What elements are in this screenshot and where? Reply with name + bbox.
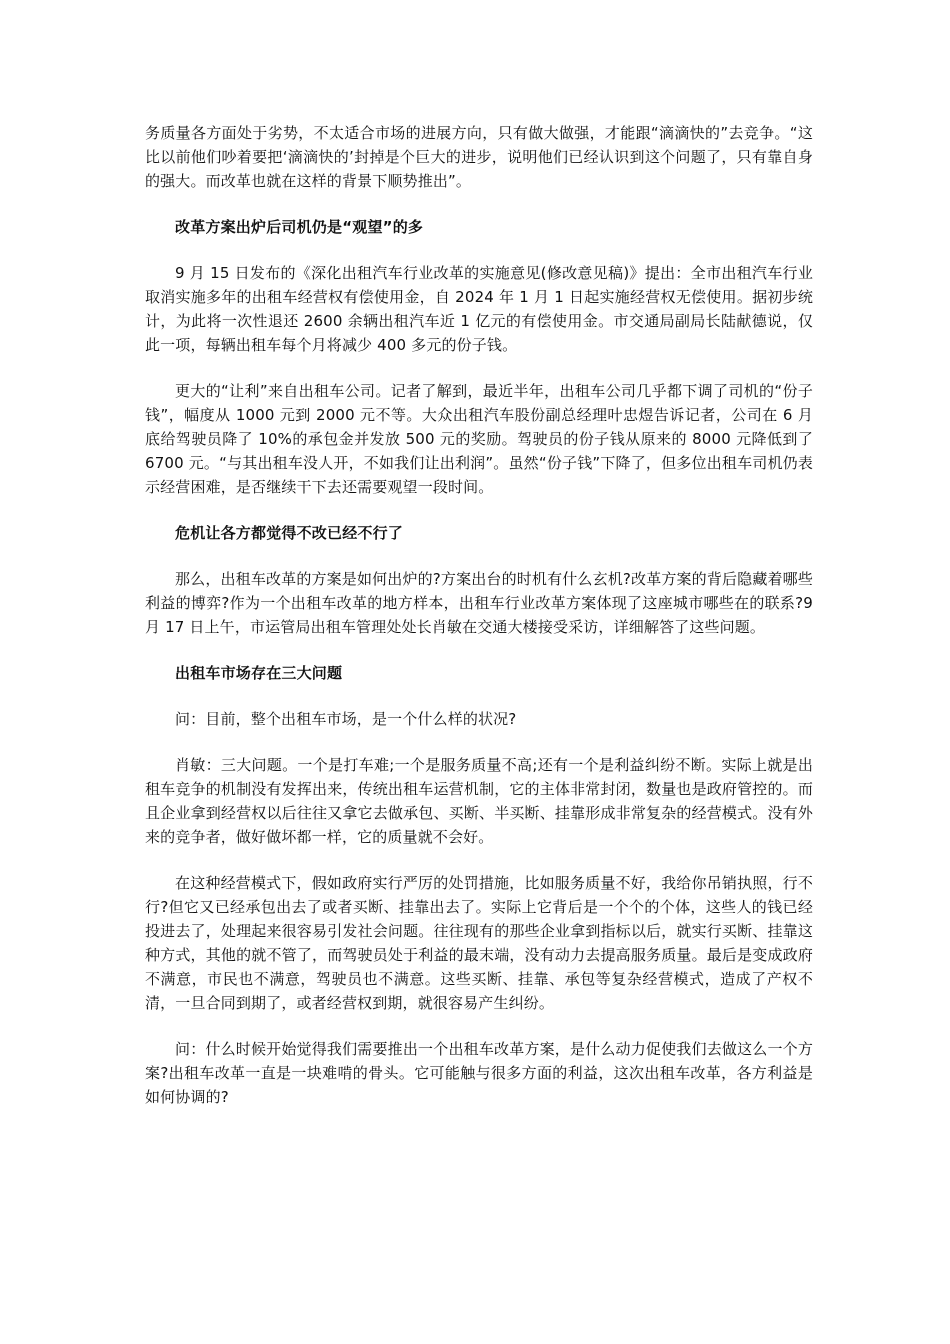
paragraph-fee-reduction: 更大的“让利”来自出租车公司。记者了解到，最近半年，出租车公司几乎都下调了司机的“份子钱”，幅度从 1000 元到 2000 元不等。大众出租汽车股份副总经理叶忠煜告诉记者，公司在 6 月底给驾驶员降了 10%的承包金并发放 500 元的奖励。驾驶员的份子钱从原来的 8000 元降低到了 6700 元。“与其出租车没人开，不如我们让出利润”。虽然“份子钱”下降了，但多位出租车司机仍表示经营困难，是否继续干下去还需要观望一段时间。 — [145, 382, 813, 496]
paragraph-continuation: 务质量各方面处于劣势，不太适合市场的进展方向，只有做大做强，才能跟“滴滴快的”去竞争。“这比以前他们吵着要把‘滴滴快的’封掉是个巨大的进步，说明他们已经认识到这个问题了，只有靠自身的强大。而改革也就在这样的背景下顺势推出”。 — [145, 124, 813, 190]
paragraph-answer-1-continued: 在这种经营模式下，假如政府实行严厉的处罚措施，比如服务质量不好，我给你吊销执照，行不行?但它又已经承包出去了或者买断、挂靠出去了。实际上它背后是一个个的个体，这些人的钱已经投进去了，处理起来很容易引发社会问题。往往现有的那些企业拿到指标以后，就实行买断、挂靠这种方式，其他的就不管了，而驾驶员处于利益的最末端，没有动力去提高服务质量。最后是变成政府不满意，市民也不满意，驾驶员也不满意。这些买断、挂靠、承包等复杂经营模式，造成了产权不清，一旦合同到期了，或者经营权到期，就很容易产生纠纷。 — [145, 874, 813, 1012]
paragraph-question-2: 问：什么时候开始觉得我们需要推出一个出租车改革方案，是什么动力促使我们去做这么一个方案?出租车改革一直是一块难啃的骨头。它可能触与很多方面的利益，这次出租车改革，各方利益是如何协调的? — [145, 1040, 813, 1106]
section-heading-crisis: 危机让各方都觉得不改已经不行了 — [175, 524, 404, 542]
paragraph-answer-1: 肖敏：三大问题。一个是打车难;一个是服务质量不高;还有一个是利益纠纷不断。实际上就是出租车竞争的机制没有发挥出来，传统出租车运营机制，它的主体非常封闭，数量也是政府管控的。而且企业拿到经营权以后往往又拿它去做承包、买断、半买断、挂靠形成非常复杂的经营模式。没有外来的竞争者，做好做坏都一样，它的质量就不会好。 — [145, 756, 813, 846]
section-heading-observing: 改革方案出炉后司机仍是“观望”的多 — [175, 218, 424, 236]
document-page — [145, 121, 813, 1131]
paragraph-reform-opinion: 9 月 15 日发布的《深化出租汽车行业改革的实施意见(修改意见稿)》提出：全市出租汽车行业取消实施多年的出租车经营权有偿使用金，自 2024 年 1 月 1 日起实施经营权无偿使用。据初步统计，为此将一次性退还 2600 余辆出租汽车近 1 亿元的有偿使用金。市交通局副局长陆献德说，仅此一项，每辆出租车每个月将减少 400 多元的份子钱。 — [145, 264, 813, 354]
section-heading-three-problems: 出租车市场存在三大问题 — [175, 664, 343, 682]
paragraph-interview-intro: 那么，出租车改革的方案是如何出炉的?方案出台的时机有什么玄机?改革方案的背后隐藏着哪些利益的博弈?作为一个出租车改革的地方样本，出租车行业改革方案体现了这座城市哪些在的联系?9 月 17 日上午，市运管局出租车管理处处长肖敏在交通大楼接受采访，详细解答了这些问题。 — [145, 570, 813, 636]
paragraph-question-1: 问：目前，整个出租车市场，是一个什么样的状况? — [175, 710, 517, 728]
